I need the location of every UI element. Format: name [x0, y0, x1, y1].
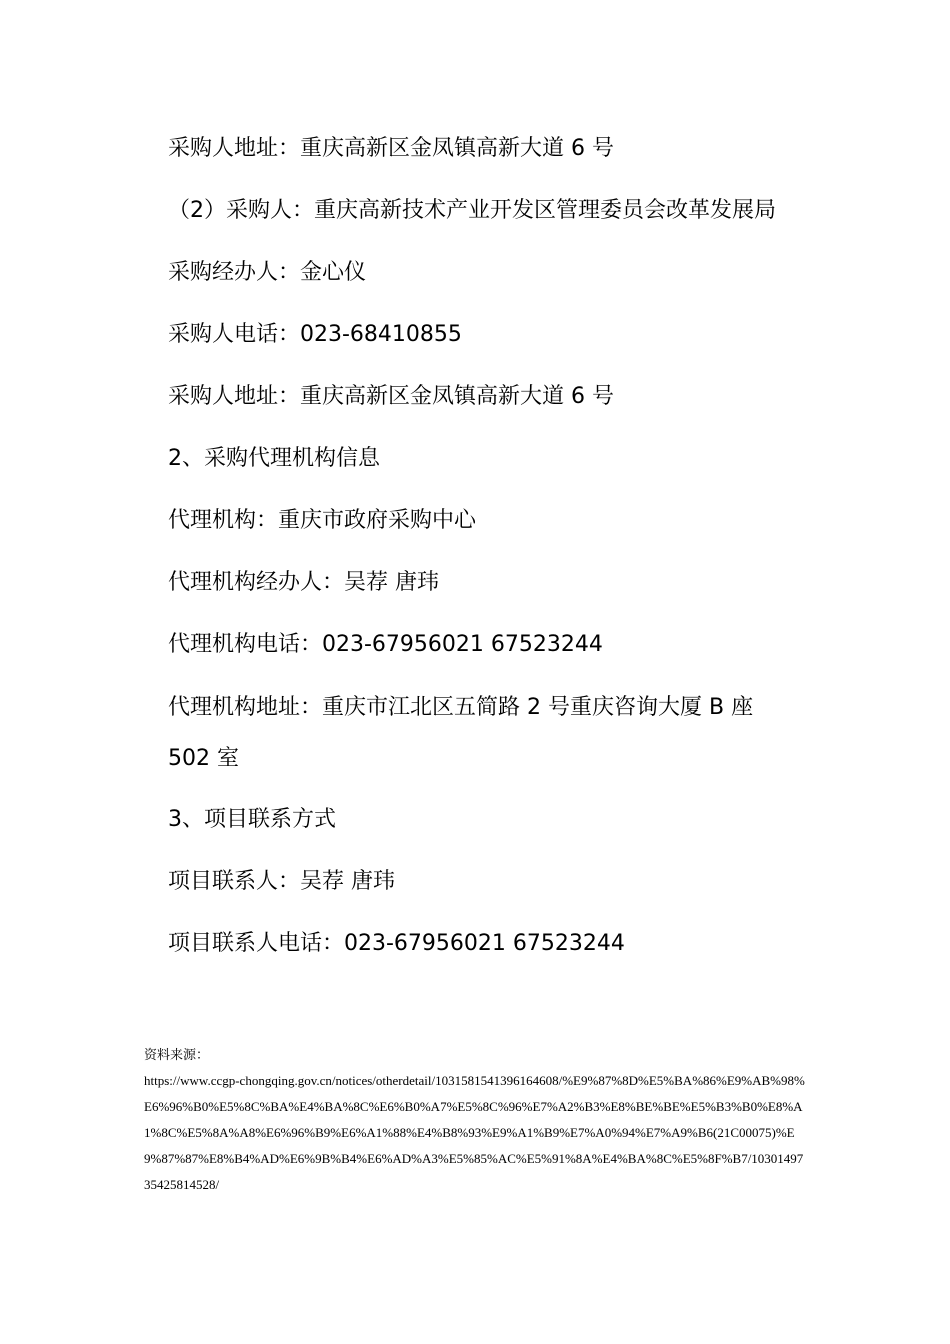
- purchaser-phone-line: 采购人电话：023-68410855: [168, 322, 462, 347]
- agency-name-line: 代理机构：重庆市政府采购中心: [168, 508, 477, 533]
- agency-section-heading: 2、采购代理机构信息: [168, 446, 380, 471]
- document-body: [168, 118, 788, 975]
- agency-phone-line: 代理机构电话：023-67956021 67523244: [168, 632, 603, 657]
- project-contact-line: 项目联系人：吴荐 唐玮: [168, 869, 395, 894]
- purchaser-address-line: 采购人地址：重庆高新区金凤镇高新大道 6 号: [168, 136, 614, 161]
- source-footnote: [144, 1042, 808, 1198]
- project-contact-heading: 3、项目联系方式: [168, 807, 336, 832]
- project-contact-phone-line: 项目联系人电话：023-67956021 67523244: [168, 931, 625, 956]
- source-url[interactable]: https://www.ccgp-chongqing.gov.cn/notices/otherdetail/1031581541396164608/%E9%87%8D%E5%BA%86%E9%AB%98%E6%96%B0%E5%8C%BA%E4%BA%8C%E6%B0%A7%E5%8C%96%E7%A2%B3%E8%BE%BE%E5%B3%B0%E8%A1%8C%E5%8A%A8%E6%96%B9%E6%A1%88%E4%B8%93%E9%A1%B9%E7%A0%94%E7%A9%B6(21C00075)%E9%87%87%E8%B4%AD%E6%9B%B4%E6%AD%A3%E5%85%AC%E5%91%8A%E4%BA%8C%E5%8F%B7/1030149735425814528/: [144, 1073, 805, 1192]
- source-label: 资料来源：: [144, 1047, 210, 1062]
- purchaser-2-line: （2）采购人：重庆高新技术产业开发区管理委员会改革发展局: [168, 198, 776, 223]
- purchase-handler-line: 采购经办人：金心仪: [168, 260, 367, 285]
- agency-handler-line: 代理机构经办人：吴荐 唐玮: [168, 570, 439, 595]
- agency-address-line: 代理机构地址：重庆市江北区五简路 2 号重庆咨询大厦 B 座 502 室: [168, 695, 754, 771]
- purchaser-address-2-line: 采购人地址：重庆高新区金凤镇高新大道 6 号: [168, 384, 614, 409]
